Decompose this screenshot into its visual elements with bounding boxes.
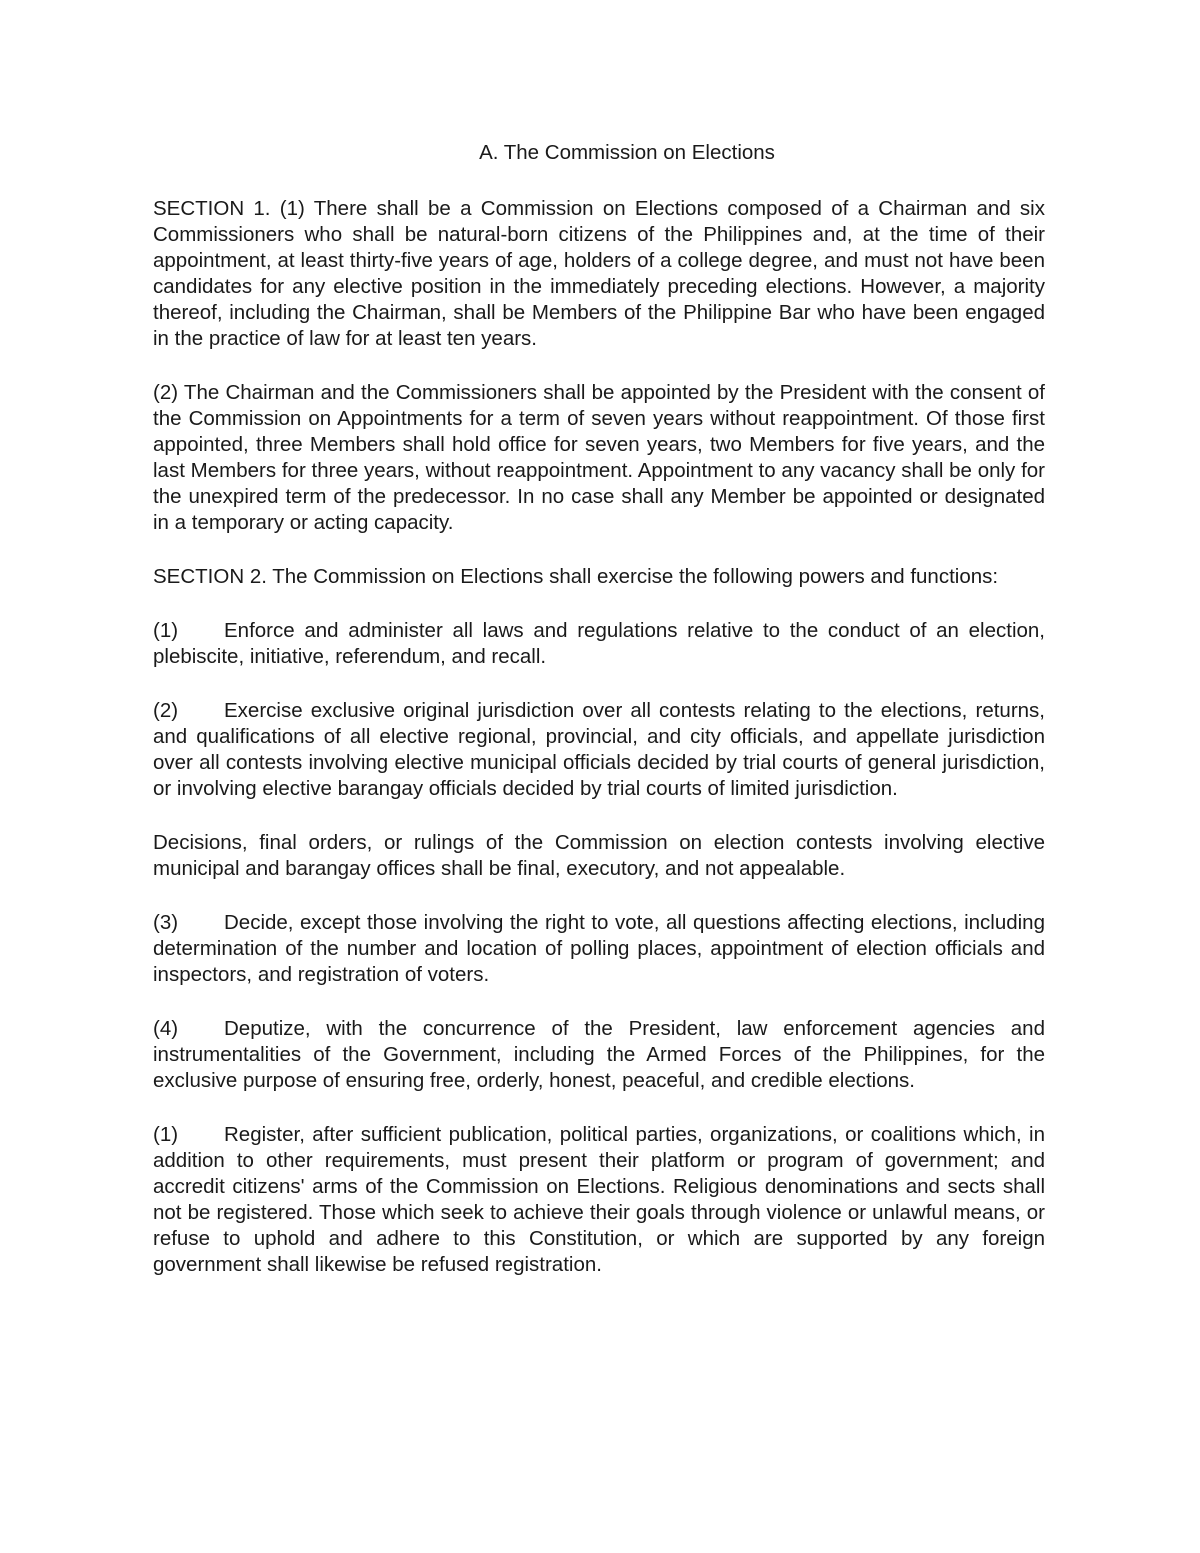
item-number: (3): [153, 911, 179, 934]
paragraph-text: Enforce and administer all laws and regulations relative to the conduct of an election, plebiscite, initiative, referendum, and recall.: [153, 619, 1045, 668]
item-number: (4): [153, 1017, 179, 1040]
item-number: (1): [153, 619, 179, 642]
document-title: A. The Commission on Elections: [479, 141, 775, 164]
document-body: [153, 196, 1045, 1306]
paragraph-text: Register, after sufficient publication, political parties, organizations, or coalitions which, in addition to other requirements, must present their platform or program of government; and accredit citizens' arms of the Commission on Elections. Religious denominations and sects shall not be registered. Those which seek to achieve their goals through violence or unlawful means, or refuse to uphold and adhere to this Constitution, or which are supported by any foreign government shall likewise be refused registration.: [153, 1123, 1045, 1276]
paragraph-section-2: [153, 564, 1057, 590]
paragraph-text: Decide, except those involving the right to vote, all questions affecting elections, including determination of the number and location of polling places, appointment of election officials and inspectors, and registration of voters.: [153, 911, 1045, 986]
paragraph-text: SECTION 1. (1) There shall be a Commission on Elections composed of a Chairman and six Commissioners who shall be natural-born citizens of the Philippines and, at the time of their appointment, at least thirty-five years of age, holders of a college degree, and must not have been candidates for any elective position in the immediately preceding elections. However, a majority thereof, including the Chairman, shall be Members of the Philippine Bar who have been engaged in the practice of law for at least ten years.: [153, 197, 1045, 350]
paragraph-text: Deputize, with the concurrence of the President, law enforcement agencies and instrumentalities of the Government, including the Armed Forces of the Philippines, for the exclusive purpose of ensuring free, orderly, honest, peaceful, and credible elections.: [153, 1017, 1045, 1092]
paragraph-section-1-2: [153, 380, 1045, 536]
paragraph-text: (2) The Chairman and the Commissioners shall be appointed by the President with the consent of the Commission on Appointments for a term of seven years without reappointment. Of those first appointed, three Members shall hold office for seven years, two Members for five years, and the last Members for three years, without reappointment. Appointment to any vacancy shall be only for the unexpired term of the predecessor. In no case shall any Member be appointed or designated in a temporary or acting capacity.: [153, 381, 1045, 534]
paragraph-decisions: [153, 830, 1045, 882]
item-number: (2): [153, 699, 179, 722]
paragraph-item-4: [153, 1016, 1045, 1094]
paragraph-section-1: [153, 196, 1045, 352]
paragraph-item-2: [153, 698, 1045, 802]
item-number: (1): [153, 1123, 179, 1146]
paragraph-item-1: [153, 618, 1045, 670]
paragraph-item-5: [153, 1122, 1045, 1278]
paragraph-text: SECTION 2. The Commission on Elections shall exercise the following powers and functions:: [153, 565, 999, 588]
paragraph-item-3: [153, 910, 1045, 988]
paragraph-text: Exercise exclusive original jurisdiction over all contests relating to the elections, returns, and qualifications of all elective regional, provincial, and city officials, and appellate jurisdiction over all contests involving elective municipal officials decided by trial courts of general jurisdiction, or involving elective barangay officials decided by trial courts of limited jurisdiction.: [153, 699, 1045, 800]
paragraph-text: Decisions, final orders, or rulings of the Commission on election contests involving elective municipal and barangay offices shall be final, executory, and not appealable.: [153, 831, 1045, 880]
